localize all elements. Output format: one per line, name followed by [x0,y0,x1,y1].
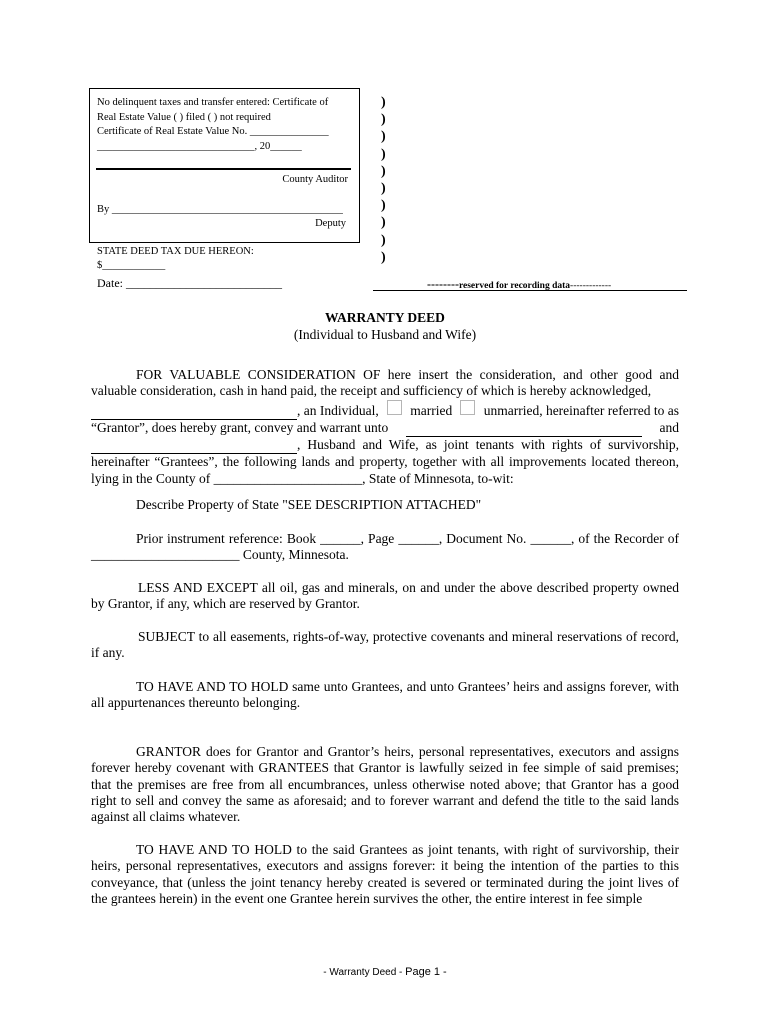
footer-page-number: Page 1 - [405,966,447,978]
reserved-tail: ------------- [570,281,612,291]
paren: ) [381,95,386,110]
less-and-except: LESS AND EXCEPT all oil, gas and minerals, on and under the above described property owned by Grantor, if any, which are reserved by Grantor. [91,580,679,612]
recording-rule [373,290,687,291]
describe-property: Describe Property of State "SEE DESCRIPTION ATTACHED" [136,497,482,512]
subject-to: SUBJECT to all easements, rights-of-way, protective covenants and mineral reservations of record, if any. [91,629,679,661]
deputy-label: Deputy [315,218,346,229]
grant-text: “Grantor”, does hereby grant, convey and warrant unto [91,419,389,435]
unmarried-label: unmarried, hereinafter referred to as [483,402,679,418]
paren: ) [381,232,386,248]
consideration-paragraph [91,367,679,487]
deed-tax-label: STATE DEED TAX DUE HEREON: [97,246,254,257]
warranty-covenant: GRANTOR does for Grantor and Grantor’s heirs, personal representatives, executors and assigns forever hereby covenant with GRANTEES that Grantor is lawfully seized in fee simple of said premises; that the premises are free from all encumbrances, unless otherwise noted above; that Grantor has a good right to sell and convey the same as aforesaid; and to forever warrant and defend the title to the said lands against all claims whatever. [91,744,679,825]
reserved-text: reserved for recording data [458,281,571,291]
document-title: WARRANTY DEED [325,310,445,325]
certificate-text [97,96,355,154]
reserved-dashes: -------- [427,277,459,291]
prior-instrument-reference: Prior instrument reference: Book ______, Page ______, Document No. ______, of the Recorder of ______________________ County, Minnesota. [91,531,679,563]
paren: ) [381,146,386,162]
grantee-name-blank-2[interactable] [91,437,297,454]
and-text: and [659,419,679,435]
individual-text: , an Individual, [297,402,379,418]
habendum-clause: TO HAVE AND TO HOLD same unto Grantees, and unto Grantees’ heirs and assigns forever, with all appurtenances thereunto belonging. [91,679,679,711]
grantee-name-blank[interactable] [406,420,642,437]
consideration-text: FOR VALUABLE CONSIDERATION OF here insert the consideration, and other good and valuable consideration, cash in hand paid, the receipt and sufficiency of which is hereby acknowledged, [91,367,679,399]
paren: ) [381,129,386,145]
paren: ) [381,215,386,231]
grantees-description: , Husband and Wife, as joint tenants with rights of survivorship, hereinafter “Grantees”, the following lands and property, together with all improvements located thereon, lying in the County of ______________________, State of Minnesota, to-wit: [91,437,679,486]
paren: ) [381,249,386,265]
auditor-signature-line [96,168,351,170]
certificate-line-1: No delinquent taxes and transfer entered: Certificate of [97,97,329,108]
grantees-text [91,437,679,487]
paren: ) [381,181,386,197]
paren: ) [381,198,386,214]
joint-tenancy-clause: TO HAVE AND TO HOLD to the said Grantees as joint tenants, with right of survivorship, their heirs, personal representatives, executors and assigns forever: it being the intention of the parties to this conveyance, that (unless the joint tenancy hereby created is severed or terminated during the joint lives of the grantees herein) in the event one Grantee herein survives the other, the entire interest in fee simple [91,842,679,906]
paren: ) [381,112,386,128]
unmarried-checkbox[interactable] [460,400,475,415]
married-label: married [410,402,453,418]
county-auditor-label: County Auditor [282,174,348,185]
paren: ) [381,163,386,179]
certificate-line-2: Real Estate Value ( ) filed ( ) not required [97,111,271,123]
grantor-line [91,400,679,420]
document-subtitle: (Individual to Husband and Wife) [293,327,477,342]
certificate-line-4: ______________________________, 20______ [97,140,302,152]
grant-line [91,420,679,437]
footer-document-name: - Warranty Deed - [323,967,403,978]
page-footer [0,966,770,978]
by-line: By ____________________________________________ [97,204,343,215]
certificate-line-3: Certificate of Real Estate Value No. _______________ [97,126,329,137]
deed-tax-amount: $____________ [97,260,166,271]
tax-date-line: Date: __________________________ [97,276,282,290]
parentheses-column [381,94,386,266]
married-checkbox[interactable] [387,400,402,415]
grantor-name-blank[interactable] [91,403,297,420]
